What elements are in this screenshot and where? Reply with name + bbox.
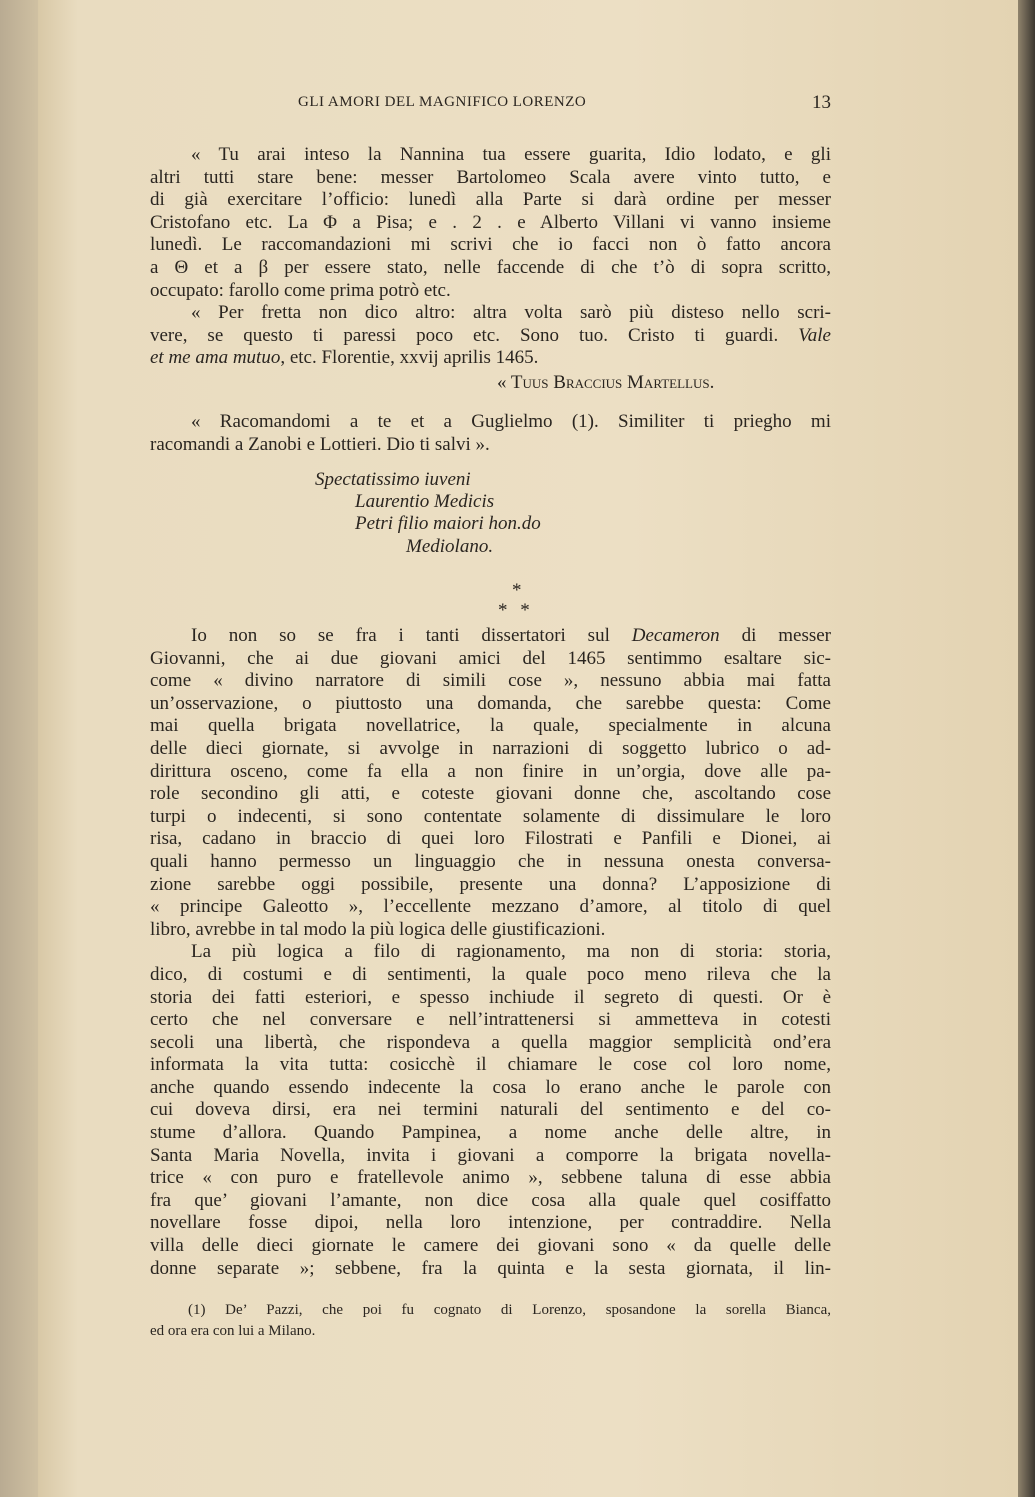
text-run: « Per fretta non dico altro: altra volta sarò più disteso nello scri- — [191, 302, 831, 324]
text-line — [150, 1300, 831, 1321]
text-run: risa, cadano in braccio di quei loro Filostrati e Panfili e Dionei, ai — [150, 828, 831, 850]
text-run: stume d’allora. Quando Pampinea, a nome anche delle altre, in — [150, 1122, 831, 1144]
text-run: La più logica a filo di ragionamento, ma non di storia: storia, — [191, 941, 831, 963]
text-run: dico, di costumi e di sentimenti, la quale poco meno rileva che la — [150, 963, 831, 985]
text-run: cui doveva dirsi, era nei termini naturali del sentimento e del co- — [150, 1099, 831, 1121]
text-run: Santa Maria Novella, invita i giovani a comporre la brigata novella- — [150, 1144, 831, 1166]
text-run: quali hanno permesso un linguaggio che in nessuna onesta conversa- — [150, 850, 831, 872]
section-separator: * — [512, 580, 522, 601]
text-run: ed ora era con lui a Milano. — [150, 1323, 316, 1339]
text-line — [150, 325, 831, 348]
text-run: un’osservazione, o piuttosto una domanda, che sarebbe questa: Come — [150, 692, 831, 714]
text-line — [150, 1099, 831, 1122]
signature: « Tuus Braccius Martellus. — [497, 372, 715, 393]
text-run: informata la vita tutta: cosicchè il chiamare le cose col loro nome, — [150, 1054, 831, 1076]
text-line — [150, 738, 831, 761]
text-run: racomandi a Zanobi e Lottieri. Dio ti salvi ». — [150, 433, 490, 455]
text-line — [150, 670, 831, 693]
text-line — [150, 625, 831, 648]
text-run: Cristofano etc. La Φ a Pisa; e . 2 . e Alberto Villani vi vanno insieme — [150, 211, 831, 233]
text-line — [150, 144, 831, 167]
text-run: turpi o indecenti, si sono contentate solamente di dissimulare le loro — [150, 805, 831, 827]
text-run: zione sarebbe oggi possibile, presente una donna? L’apposizione di — [150, 873, 831, 895]
text-run: anche quando essendo indecente la cosa lo erano anche le parole con — [150, 1076, 831, 1098]
text-line — [150, 167, 831, 190]
text-run: villa delle dieci giornate le camere dei giovani sono « da quelle delle — [150, 1235, 831, 1257]
text-run: delle dieci giornate, si avvolge in narrazioni di soggetto lubrico o ad- — [150, 737, 831, 759]
text-run: storia dei fatti esteriori, e spesso inchiude il segreto di questi. Or è — [150, 986, 831, 1008]
letter-text — [150, 144, 831, 370]
text-line — [150, 919, 831, 942]
text-line — [150, 347, 831, 370]
text-line — [150, 234, 831, 257]
text-line — [150, 828, 831, 851]
text-run: « Racomandomi a te et a Guglielmo (1). Similiter ti priegho mi — [191, 411, 831, 432]
text-line — [150, 1145, 831, 1168]
text-line — [150, 1009, 831, 1032]
text-run: mai quella brigata novellatrice, la quale, specialmente in alcuna — [150, 715, 831, 737]
text-line — [150, 896, 831, 919]
text-line — [150, 1167, 831, 1190]
text-run: secoli una libertà, che rispondeva a quella maggior semplicità ond’era — [150, 1031, 831, 1053]
page-number: 13 — [812, 92, 831, 113]
text-run: « Tu arai inteso la Nannina tua essere guarita, Idio lodato, e gli — [191, 144, 831, 165]
text-line — [150, 1321, 831, 1342]
text-run: Giovanni, che ai due giovani amici del 1465 sentimmo esaltare sic- — [150, 647, 831, 669]
text-run: donne separate »; sebbene, fra la quinta e la sesta giornata, il lin- — [150, 1257, 831, 1279]
running-title: GLI AMORI DEL MAGNIFICO LORENZO — [298, 94, 587, 110]
italic-text: et me ama mutuo — [150, 347, 281, 369]
text-line — [150, 715, 831, 738]
text-line — [150, 806, 831, 829]
text-run: fra que’ giovani l’amante, non dice cosa alla quale quel cosiffatto — [150, 1189, 831, 1211]
postscript-text — [150, 411, 831, 456]
text-run: di già exercitare l’officio: lunedì alla Parte si darà ordine per messer — [150, 189, 831, 211]
text-run: Io non so se fra i tanti dissertatori sul — [191, 625, 632, 646]
text-line — [150, 987, 831, 1010]
text-line — [150, 280, 831, 303]
text-line — [150, 783, 831, 806]
footnote — [150, 1300, 831, 1342]
text-line — [150, 1032, 831, 1055]
italic-text: Vale — [798, 324, 831, 346]
text-run: , etc. Florentie, xxvij aprilis 1465. — [280, 347, 539, 369]
text-run: dirittura osceno, come fa ella a non finire in un’orgia, dove alle pa- — [150, 760, 831, 782]
text-line — [150, 212, 831, 235]
text-line — [150, 1122, 831, 1145]
text-line — [150, 1212, 831, 1235]
italic-text: Decameron — [631, 625, 720, 646]
text-run: libro, avrebbe in tal modo la più logica delle giustificazioni. — [150, 918, 606, 940]
text-run: novellare fosse dipoi, nella loro intenzione, per contraddire. Nella — [150, 1212, 831, 1234]
text-run: « principe Galeotto », l’eccellente mezzano d’amore, al titolo di quel — [150, 896, 831, 918]
text-line — [150, 434, 831, 457]
address-line: Laurentio Medicis — [355, 491, 495, 512]
text-run: trice « con puro e fratellevole animo », sebbene taluna di esse abbia — [150, 1167, 831, 1189]
text-run: certo che nel conversare e nell’intrattenersi si ammetteva in cotesti — [150, 1009, 831, 1031]
text-line — [150, 1054, 831, 1077]
text-run: a Θ et a β per essere stato, nelle faccende di che t’ò di sopra scritto, — [150, 256, 831, 278]
text-run: lunedì. Le raccomandazioni mi scrivi che io facci non ò fatto ancora — [150, 234, 831, 256]
text-line — [150, 964, 831, 987]
scan-left-edge — [0, 0, 38, 1497]
text-line — [150, 761, 831, 784]
text-line — [150, 257, 831, 280]
address-line: Mediolano. — [406, 536, 494, 557]
text-line — [150, 189, 831, 212]
text-run: di messer — [719, 625, 831, 646]
address-line: Spectatissimo iuveni — [315, 469, 471, 490]
scan-right-edge — [1018, 0, 1035, 1497]
text-run: come « divino narratore di simili cose », nessuno abbia mai fatta — [150, 670, 831, 692]
text-line — [150, 648, 831, 671]
text-line — [150, 1077, 831, 1100]
text-line — [150, 693, 831, 716]
text-run: altri tutti stare bene: messer Bartolomeo Scala avere vinto tutto, e — [150, 166, 831, 188]
text-line — [150, 302, 831, 325]
text-run: (1) De’ Pazzi, che poi fu cognato di Lorenzo, sposandone la sorella Bianca, — [188, 1302, 831, 1318]
text-run: role secondino gli atti, e coteste giovani donne che, ascoltando cose — [150, 783, 831, 805]
body-text — [150, 625, 831, 1280]
address-line: Petri filio maiori hon.do — [355, 513, 541, 534]
text-line — [150, 1190, 831, 1213]
section-separator: * * — [498, 600, 530, 621]
text-line — [150, 874, 831, 897]
text-line — [150, 941, 831, 964]
text-run: occupato: farollo come prima potrò etc. — [150, 279, 451, 301]
text-line — [150, 851, 831, 874]
text-run: vere, se questo ti paressi poco etc. Sono tuo. Cristo ti guardi. — [150, 324, 799, 346]
text-line — [150, 411, 831, 434]
text-line — [150, 1258, 831, 1281]
text-line — [150, 1235, 831, 1258]
